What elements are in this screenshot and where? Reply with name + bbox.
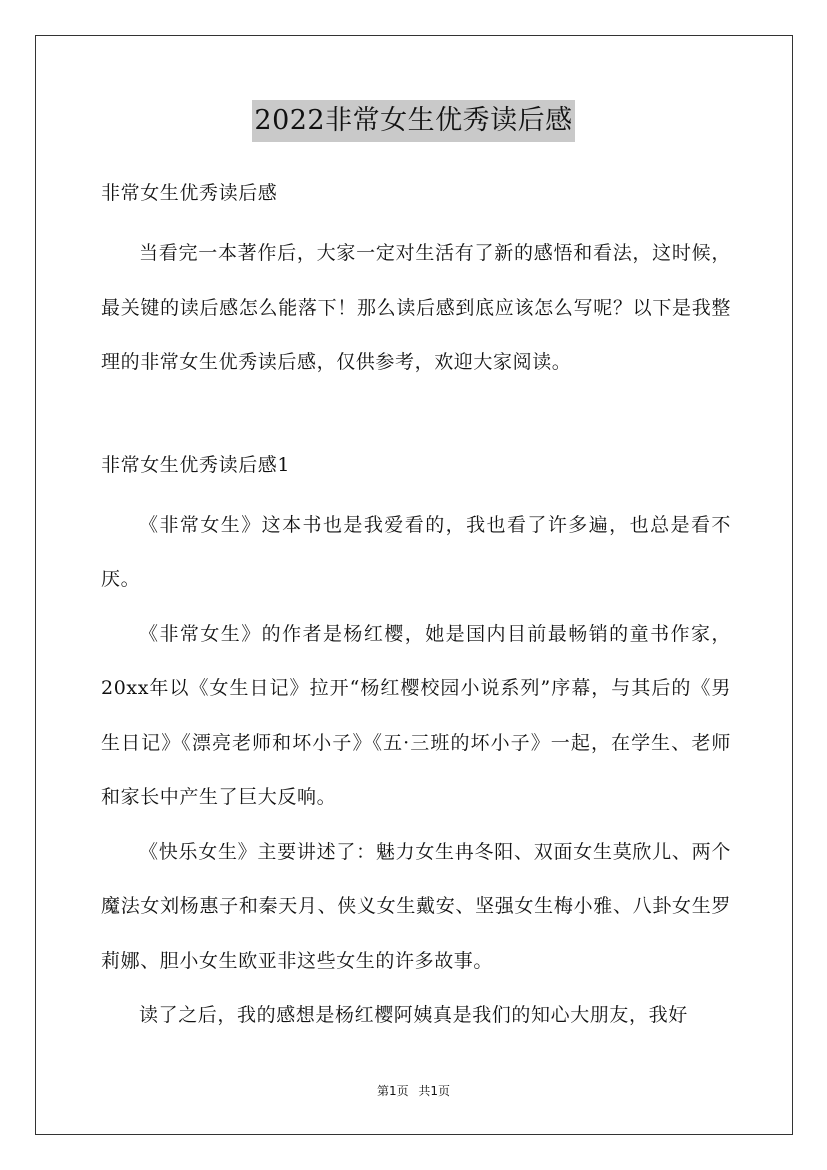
intro-paragraph: 当看完一本著作后，大家一定对生活有了新的感悟和看法，这时候，最关键的读后感怎么能落下！那么读后感到底应该怎么写呢？以下是我整理的非常女生优秀读后感，仅供参考，欢迎大家阅读。 <box>101 242 731 373</box>
spacer <box>101 390 731 444</box>
section-heading: 非常女生优秀读后感1 <box>101 453 291 476</box>
body-paragraph: 《快乐女生》主要讲述了：魅力女生冉冬阳、双面女生莫欣儿、两个魔法女刘杨惠子和秦天月、侠义女生戴安、坚强女生梅小雅、八卦女生罗莉娜、胆小女生欧亚非这些女生的许多故事。 <box>101 840 731 972</box>
document-title: 2022非常女生优秀读后感 <box>252 100 574 142</box>
spacer <box>101 214 731 226</box>
document-body <box>101 172 731 1043</box>
body-paragraph: 《非常女生》的作者是杨红樱，她是国内目前最畅销的童书作家，20xx年以《女生日记》拉开“杨红樱校园小说系列”序幕，与其后的《男生日记》《漂亮老师和坏小子》《五·三班的坏小子》一起，在学生、老师和家长中产生了巨大反响。 <box>101 622 731 808</box>
spacer <box>101 486 731 498</box>
page-footer <box>0 1082 827 1100</box>
body-paragraph: 读了之后，我的感想是杨红樱阿姨真是我们的知心大朋友，我好 <box>139 1004 688 1026</box>
title-container <box>0 100 827 142</box>
body-paragraph: 《非常女生》这本书也是我爱看的，我也看了许多遍，也总是看不厌。 <box>101 513 731 590</box>
page-number-current: 第1页 <box>376 1084 409 1098</box>
document-subtitle: 非常女生优秀读后感 <box>101 182 278 204</box>
page-number-total: 共1页 <box>418 1084 451 1098</box>
